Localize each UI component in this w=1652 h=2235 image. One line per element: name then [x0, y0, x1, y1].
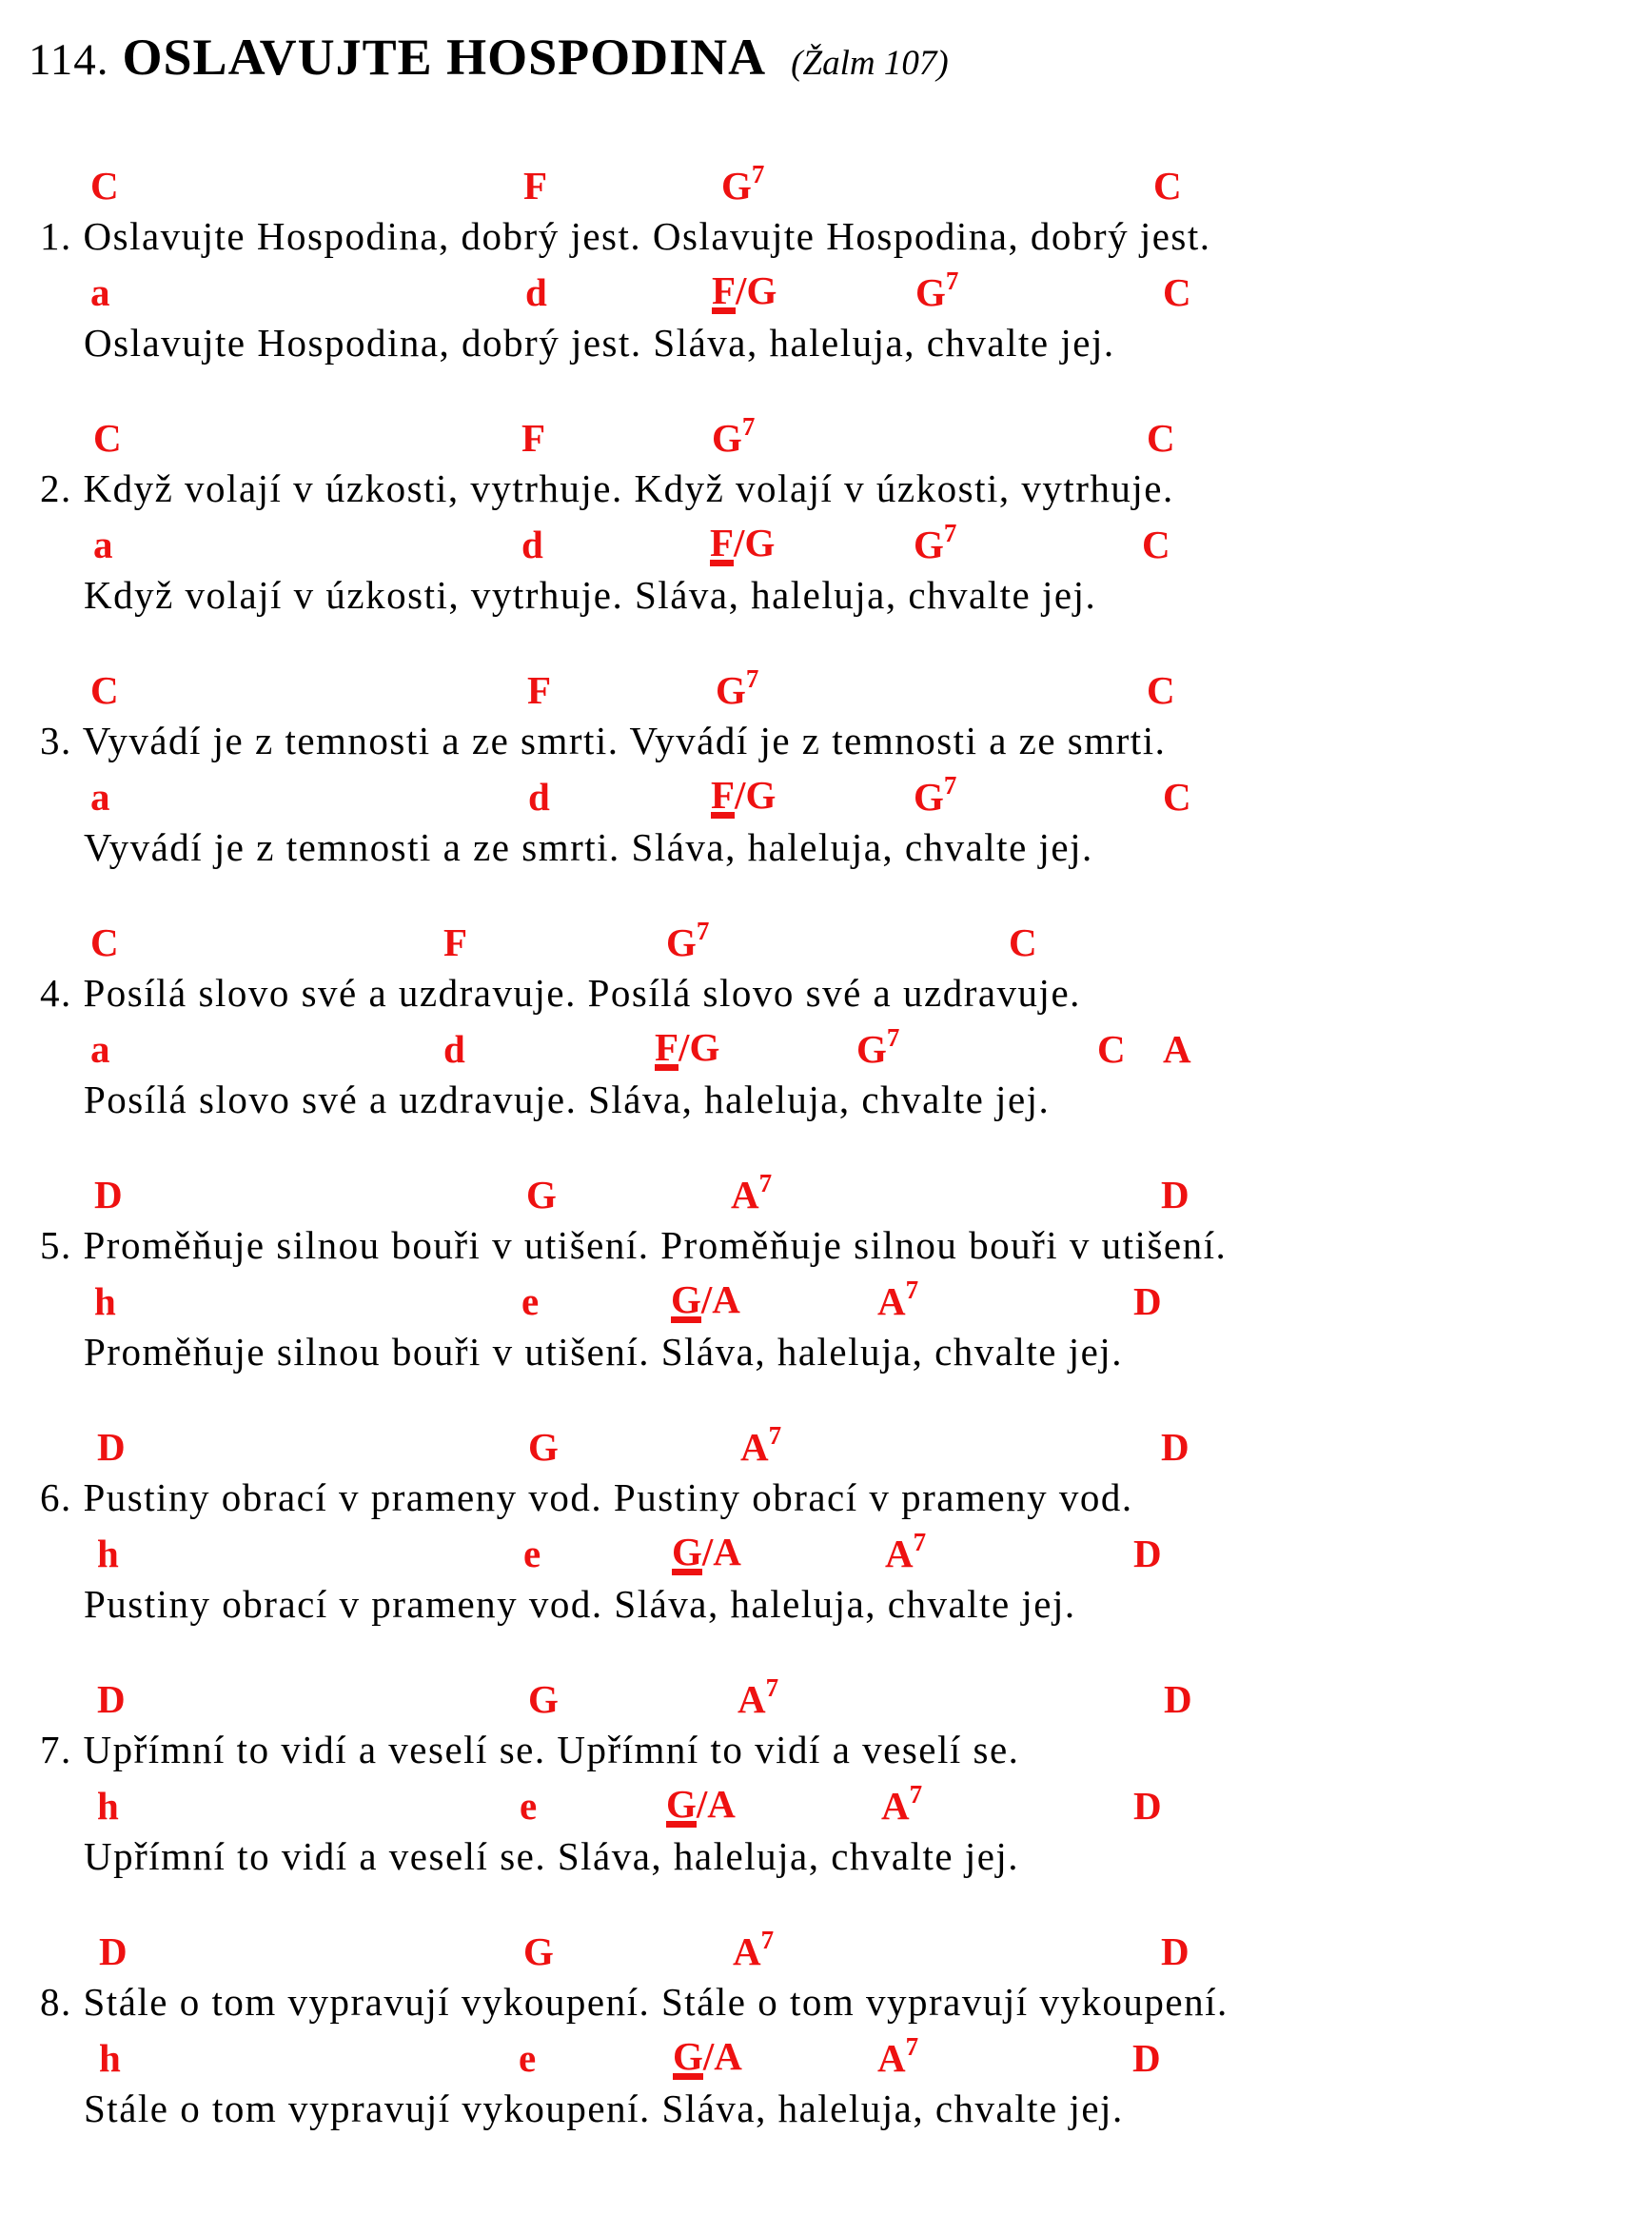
chord-symbol — [915, 266, 959, 314]
chord-root: D — [1133, 1531, 1162, 1575]
chord-row — [0, 1019, 1652, 1073]
chord-bass-suffix: /G — [736, 268, 777, 313]
chord-symbol — [97, 1426, 126, 1469]
verse-block — [0, 1670, 1652, 1883]
chord-symbol — [99, 1930, 128, 1973]
chord-symbol — [877, 1275, 919, 1323]
chord-root: G — [523, 1928, 554, 1973]
chord-symbol — [94, 1174, 123, 1216]
chord-superscript: 7 — [943, 770, 957, 800]
chord-root: C — [1097, 1026, 1126, 1071]
lyric-line: 5. Proměňuje silnou bouři v utišení. Proměňuje silnou bouři v utišení. — [40, 1223, 1228, 1267]
chord-symbol — [1009, 921, 1037, 964]
chord-root: D — [1161, 1928, 1190, 1973]
chord-superscript: 7 — [741, 411, 756, 441]
chord-row — [0, 1272, 1652, 1325]
chord-root: C — [1142, 522, 1170, 566]
lyric-line: Oslavujte Hospodina, dobrý jest. Sláva, haleluja, chvalte jej. — [84, 321, 1115, 365]
chord-root: F — [521, 415, 546, 460]
chord-symbol — [1164, 1678, 1192, 1721]
chord-bass-suffix: /A — [702, 2034, 742, 2079]
chord-symbol — [671, 1278, 740, 1323]
chord-root: C — [90, 163, 119, 208]
chord-symbol — [666, 1783, 736, 1828]
verse-block — [0, 1922, 1652, 2135]
chord-root: d — [521, 522, 543, 566]
chord-root: C — [90, 667, 119, 712]
chord-root: F — [443, 920, 468, 964]
chord-root: A — [877, 1278, 906, 1323]
chord-superscript: 7 — [905, 2031, 919, 2061]
chord-symbol — [914, 518, 957, 566]
chord-root: D — [1164, 1676, 1192, 1721]
chord-symbol — [1153, 165, 1182, 208]
chord-symbol — [1147, 417, 1175, 460]
chord-symbol — [443, 1028, 465, 1071]
chord-root: C — [1009, 920, 1037, 964]
chord-root-underlined: G — [666, 1782, 697, 1827]
chord-superscript: 7 — [696, 916, 710, 945]
chord-row — [0, 1776, 1652, 1830]
chord-symbol — [90, 271, 110, 314]
chord-row — [0, 661, 1652, 714]
chord-root: e — [521, 1278, 540, 1323]
chord-symbol — [721, 159, 765, 208]
lyric-line: 7. Upřímní to vidí a veselí se. Upřímní to vidí a veselí se. — [40, 1728, 1020, 1771]
chord-root: d — [525, 269, 547, 314]
chord-root: a — [90, 269, 110, 314]
chord-root: G — [716, 667, 746, 712]
chord-symbol — [1132, 2037, 1161, 2080]
chord-root: e — [520, 1783, 538, 1828]
chord-symbol — [90, 1028, 110, 1071]
chord-root: D — [1133, 1278, 1162, 1323]
chord-root: G — [914, 522, 944, 566]
chord-symbol — [521, 524, 543, 566]
chord-root: G — [528, 1424, 559, 1469]
lyric-line: Upřímní to vidí a veselí se. Sláva, haleluja, chvalte jej. — [84, 1834, 1020, 1878]
chord-root: G — [915, 269, 946, 314]
chord-superscript: 7 — [909, 1779, 923, 1809]
chord-root: h — [97, 1531, 119, 1575]
chord-symbol — [521, 1280, 539, 1323]
chord-superscript: 7 — [758, 1168, 773, 1197]
verse-block — [0, 156, 1652, 369]
chord-symbol — [881, 1779, 923, 1828]
chord-symbol — [523, 1533, 541, 1575]
chord-root: F — [527, 667, 552, 712]
chord-row — [0, 156, 1652, 209]
chord-symbol — [528, 1426, 559, 1469]
chord-symbol — [1142, 524, 1170, 566]
chord-row — [0, 1165, 1652, 1218]
chord-bass-suffix: /G — [735, 773, 777, 818]
lyric-line: 1. Oslavujte Hospodina, dobrý jest. Oslavujte Hospodina, dobrý jest. — [40, 214, 1211, 258]
lyric-line: Když volají v úzkosti, vytrhuje. Sláva, haleluja, chvalte jej. — [84, 573, 1097, 617]
lyric-line: 8. Stále o tom vypravují vykoupení. Stále o tom vypravují vykoupení. — [40, 1980, 1229, 2024]
chord-root: F — [523, 163, 548, 208]
chord-bass-suffix: /A — [701, 1530, 741, 1574]
chord-row — [0, 263, 1652, 316]
chord-root-underlined: G — [671, 1277, 701, 1322]
chord-root-underlined: F — [655, 1025, 679, 1070]
chord-root: G — [712, 415, 742, 460]
chord-root: A — [733, 1928, 761, 1973]
chord-symbol — [519, 2037, 536, 2080]
chord-symbol — [1133, 1280, 1162, 1323]
chord-root: D — [97, 1676, 126, 1721]
chord-root: C — [1147, 667, 1175, 712]
chord-root: G — [914, 774, 944, 819]
chord-symbol — [90, 776, 110, 819]
chord-superscript: 7 — [751, 159, 765, 188]
chord-symbol — [97, 1678, 126, 1721]
chord-superscript: 7 — [768, 1420, 782, 1450]
chord-root: C — [1163, 269, 1191, 314]
lyric-line: 3. Vyvádí je z temnosti a ze smrti. Vyvádí je z temnosti a ze smrti. — [40, 719, 1167, 762]
chord-root: D — [1132, 2035, 1161, 2080]
chord-row — [0, 913, 1652, 966]
lyric-line: Posílá slovo své a uzdravuje. Sláva, haleluja, chvalte jej. — [84, 1078, 1051, 1121]
chord-symbol — [885, 1527, 927, 1575]
chord-root: a — [90, 774, 110, 819]
chord-symbol — [443, 921, 467, 964]
chord-row — [0, 408, 1652, 462]
chord-symbol — [1161, 1930, 1190, 1973]
lyric-line: 2. Když volají v úzkosti, vytrhuje. Když volají v úzkosti, vytrhuje. — [40, 466, 1174, 510]
chord-symbol — [672, 1531, 741, 1575]
chord-symbol — [712, 411, 756, 460]
chord-superscript: 7 — [943, 518, 957, 547]
chord-superscript: 7 — [905, 1275, 919, 1304]
chord-symbol — [711, 774, 776, 819]
chord-row — [0, 515, 1652, 568]
verse-block — [0, 408, 1652, 622]
chord-symbol — [93, 524, 113, 566]
chord-superscript: 7 — [945, 266, 959, 295]
chord-root: C — [1153, 163, 1182, 208]
chord-root-underlined: G — [672, 1530, 702, 1574]
chord-symbol — [90, 165, 119, 208]
chord-symbol — [527, 669, 551, 712]
chord-root: D — [97, 1424, 126, 1469]
chord-symbol — [93, 417, 122, 460]
chord-bass-suffix: /A — [696, 1782, 736, 1827]
chord-root: D — [1133, 1783, 1162, 1828]
chord-root: D — [1161, 1172, 1190, 1216]
chord-root: G — [528, 1676, 559, 1721]
chord-symbol — [710, 522, 775, 566]
verses-container — [0, 156, 1652, 2135]
chord-root: C — [1163, 774, 1191, 819]
chord-symbol — [521, 417, 545, 460]
chord-symbol — [1161, 1426, 1190, 1469]
lyric-line: 4. Posílá slovo své a uzdravuje. Posílá slovo své a uzdravuje. — [40, 971, 1081, 1015]
chord-symbol — [523, 165, 547, 208]
verse-block — [0, 1165, 1652, 1378]
chord-root: D — [99, 1928, 128, 1973]
verse-block — [0, 913, 1652, 1126]
chord-symbol — [733, 1925, 775, 1973]
chord-symbol — [1163, 776, 1191, 819]
song-title-row — [0, 0, 1652, 91]
chord-superscript: 7 — [745, 663, 759, 693]
chord-symbol — [526, 1174, 557, 1216]
chord-symbol — [712, 269, 777, 314]
chord-symbol — [856, 1022, 900, 1071]
chord-root: A — [731, 1172, 759, 1216]
verse-block — [0, 661, 1652, 874]
lyric-line: Pustiny obrací v prameny vod. Sláva, haleluja, chvalte jej. — [84, 1582, 1076, 1626]
lyric-line: Stále o tom vypravují vykoupení. Sláva, haleluja, chvalte jej. — [84, 2087, 1124, 2130]
lyric-line: Proměňuje silnou bouři v utišení. Sláva, haleluja, chvalte jej. — [84, 1330, 1123, 1374]
chord-symbol — [1163, 1028, 1191, 1071]
song-title: OSLAVUJTE HOSPODINA — [122, 29, 767, 86]
chord-root: G — [721, 163, 752, 208]
chord-row — [0, 2028, 1652, 2082]
chord-symbol — [1163, 271, 1191, 314]
chord-root: D — [94, 1172, 123, 1216]
lyric-line: Vyvádí je z temnosti a ze smrti. Sláva, haleluja, chvalte jej. — [84, 825, 1093, 869]
chord-root: C — [93, 415, 122, 460]
chord-root: A — [877, 2035, 906, 2080]
verse-block — [0, 1417, 1652, 1631]
chord-root: d — [443, 1026, 465, 1071]
chord-symbol — [877, 2031, 919, 2080]
chord-row — [0, 1670, 1652, 1723]
chord-bass-suffix: /A — [700, 1277, 740, 1322]
chord-superscript: 7 — [913, 1527, 927, 1556]
chord-root-underlined: F — [710, 521, 735, 565]
chord-symbol — [99, 2037, 121, 2080]
chord-root: A — [881, 1783, 910, 1828]
chord-root: A — [738, 1676, 766, 1721]
chord-row — [0, 1922, 1652, 1975]
chord-symbol — [94, 1280, 116, 1323]
chord-root: G — [666, 920, 697, 964]
chord-symbol — [1097, 1028, 1126, 1071]
chord-symbol — [90, 921, 119, 964]
chord-symbol — [673, 2035, 742, 2080]
lyric-line: 6. Pustiny obrací v prameny vod. Pustiny obrací v prameny vod. — [40, 1475, 1133, 1519]
chord-row — [0, 1417, 1652, 1471]
chord-symbol — [520, 1785, 537, 1828]
chord-symbol — [740, 1420, 782, 1469]
chord-root: a — [90, 1026, 110, 1071]
chord-bass-suffix: /G — [734, 521, 776, 565]
chord-root: C — [90, 920, 119, 964]
chord-symbol — [1133, 1533, 1162, 1575]
chord-symbol — [90, 669, 119, 712]
chord-symbol — [528, 776, 550, 819]
chord-root: G — [856, 1026, 887, 1071]
chord-root: e — [523, 1531, 541, 1575]
chord-row — [0, 767, 1652, 821]
chord-superscript: 7 — [765, 1672, 779, 1702]
chord-root: h — [97, 1783, 119, 1828]
chord-root: d — [528, 774, 550, 819]
chord-superscript: 7 — [886, 1022, 900, 1052]
chord-row — [0, 1524, 1652, 1577]
chord-root: A — [1163, 1026, 1191, 1071]
chord-symbol — [528, 1678, 559, 1721]
chord-symbol — [97, 1785, 119, 1828]
chord-root: A — [885, 1531, 914, 1575]
chord-root: C — [1147, 415, 1175, 460]
chord-root: e — [519, 2035, 537, 2080]
chord-symbol — [716, 663, 759, 712]
chord-symbol — [738, 1672, 779, 1721]
chord-symbol — [525, 271, 547, 314]
chord-symbol — [1147, 669, 1175, 712]
chord-superscript: 7 — [760, 1925, 775, 1954]
chord-symbol — [914, 770, 957, 819]
chord-root: a — [93, 522, 113, 566]
chord-symbol — [731, 1168, 773, 1216]
chord-root: h — [99, 2035, 121, 2080]
chord-root-underlined: G — [673, 2034, 703, 2079]
chord-root: A — [740, 1424, 769, 1469]
chord-root-underlined: F — [711, 773, 736, 818]
chord-symbol — [666, 916, 710, 964]
chord-symbol — [523, 1930, 554, 1973]
chord-root: h — [94, 1278, 116, 1323]
chord-symbol — [1133, 1785, 1162, 1828]
chord-symbol — [1161, 1174, 1190, 1216]
song-subtitle: (Žalm 107) — [791, 44, 949, 83]
song-number: 114. — [29, 35, 109, 85]
chord-root: G — [526, 1172, 557, 1216]
chord-symbol — [97, 1533, 119, 1575]
chord-root-underlined: F — [712, 268, 737, 313]
chord-symbol — [655, 1026, 719, 1071]
chord-root: D — [1161, 1424, 1190, 1469]
chord-bass-suffix: /G — [678, 1025, 720, 1070]
